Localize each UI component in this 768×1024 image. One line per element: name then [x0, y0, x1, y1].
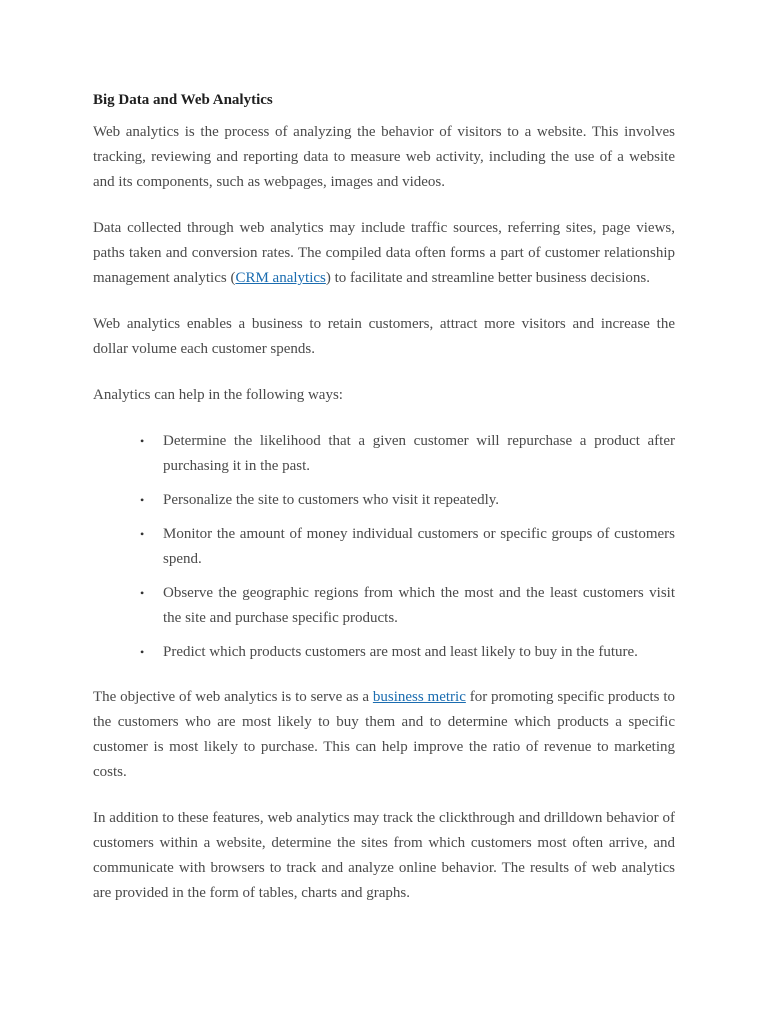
- list-intro: Analytics can help in the following ways:: [93, 387, 343, 403]
- list-item: [93, 581, 675, 631]
- paragraph-objective-text-after: for promoting specific products to the customers who are most likely to buy them and to determine which products a specific customer is most likely to purchase. This can help improve the ratio of revenue to marketing costs.: [93, 689, 675, 780]
- list-item-text: Monitor the amount of money individual customers or specific groups of customers spend.: [163, 526, 675, 567]
- list-item-text: Observe the geographic regions from which the most and the least customers visit the site and purchase specific products.: [163, 585, 675, 626]
- list-item: [93, 522, 675, 572]
- list-item-text: Personalize the site to customers who visit it repeatedly.: [163, 492, 500, 508]
- paragraph-data-collected-text-before: Data collected through web analytics may include traffic sources, referring sites, page views, paths taken and conversion rates. The compiled data often forms a part of customer relationship management analytics (: [93, 220, 675, 286]
- paragraph-additional-features: In addition to these features, web analytics may track the clickthrough and drilldown behavior of customers within a website, determine the sites from which customers most often arrive, and communicate with browsers to track and analyze online behavior. The results of web analytics are provided in the form of tables, charts and graphs.: [93, 810, 675, 901]
- list-item: [93, 488, 675, 513]
- list-item: [93, 640, 675, 665]
- bullet-icon: •: [140, 586, 145, 600]
- bullet-icon: •: [140, 493, 145, 507]
- paragraph-data-collected: [93, 216, 675, 291]
- paragraph-objective-text-before: The objective of web analytics is to serve as a: [93, 689, 373, 705]
- list-item: [93, 429, 675, 479]
- paragraph-data-collected-text-after: ) to facilitate and streamline better business decisions.: [325, 270, 650, 286]
- paragraph-definition: Web analytics is the process of analyzing the behavior of visitors to a website. This involves tracking, reviewing and reporting data to measure web activity, including the use of a website and its components, such as webpages, images and videos.: [93, 124, 675, 190]
- paragraph-retain-customers: Web analytics enables a business to retain customers, attract more visitors and increase the dollar volume each customer spends.: [93, 316, 675, 357]
- business-metric-link[interactable]: business metric: [372, 689, 466, 705]
- bullet-icon: •: [140, 645, 145, 659]
- list-item-text: Predict which products customers are most and least likely to buy in the future.: [163, 644, 638, 660]
- paragraph-objective: [93, 685, 675, 785]
- document-title: Big Data and Web Analytics: [93, 92, 273, 108]
- document-page: [93, 88, 675, 927]
- crm-analytics-link[interactable]: CRM analytics: [235, 270, 326, 286]
- bullet-icon: •: [140, 434, 145, 448]
- list-item-text: Determine the likelihood that a given customer will repurchase a product after purchasing it in the past.: [163, 433, 675, 474]
- benefits-list: [93, 429, 675, 665]
- bullet-icon: •: [140, 527, 145, 541]
